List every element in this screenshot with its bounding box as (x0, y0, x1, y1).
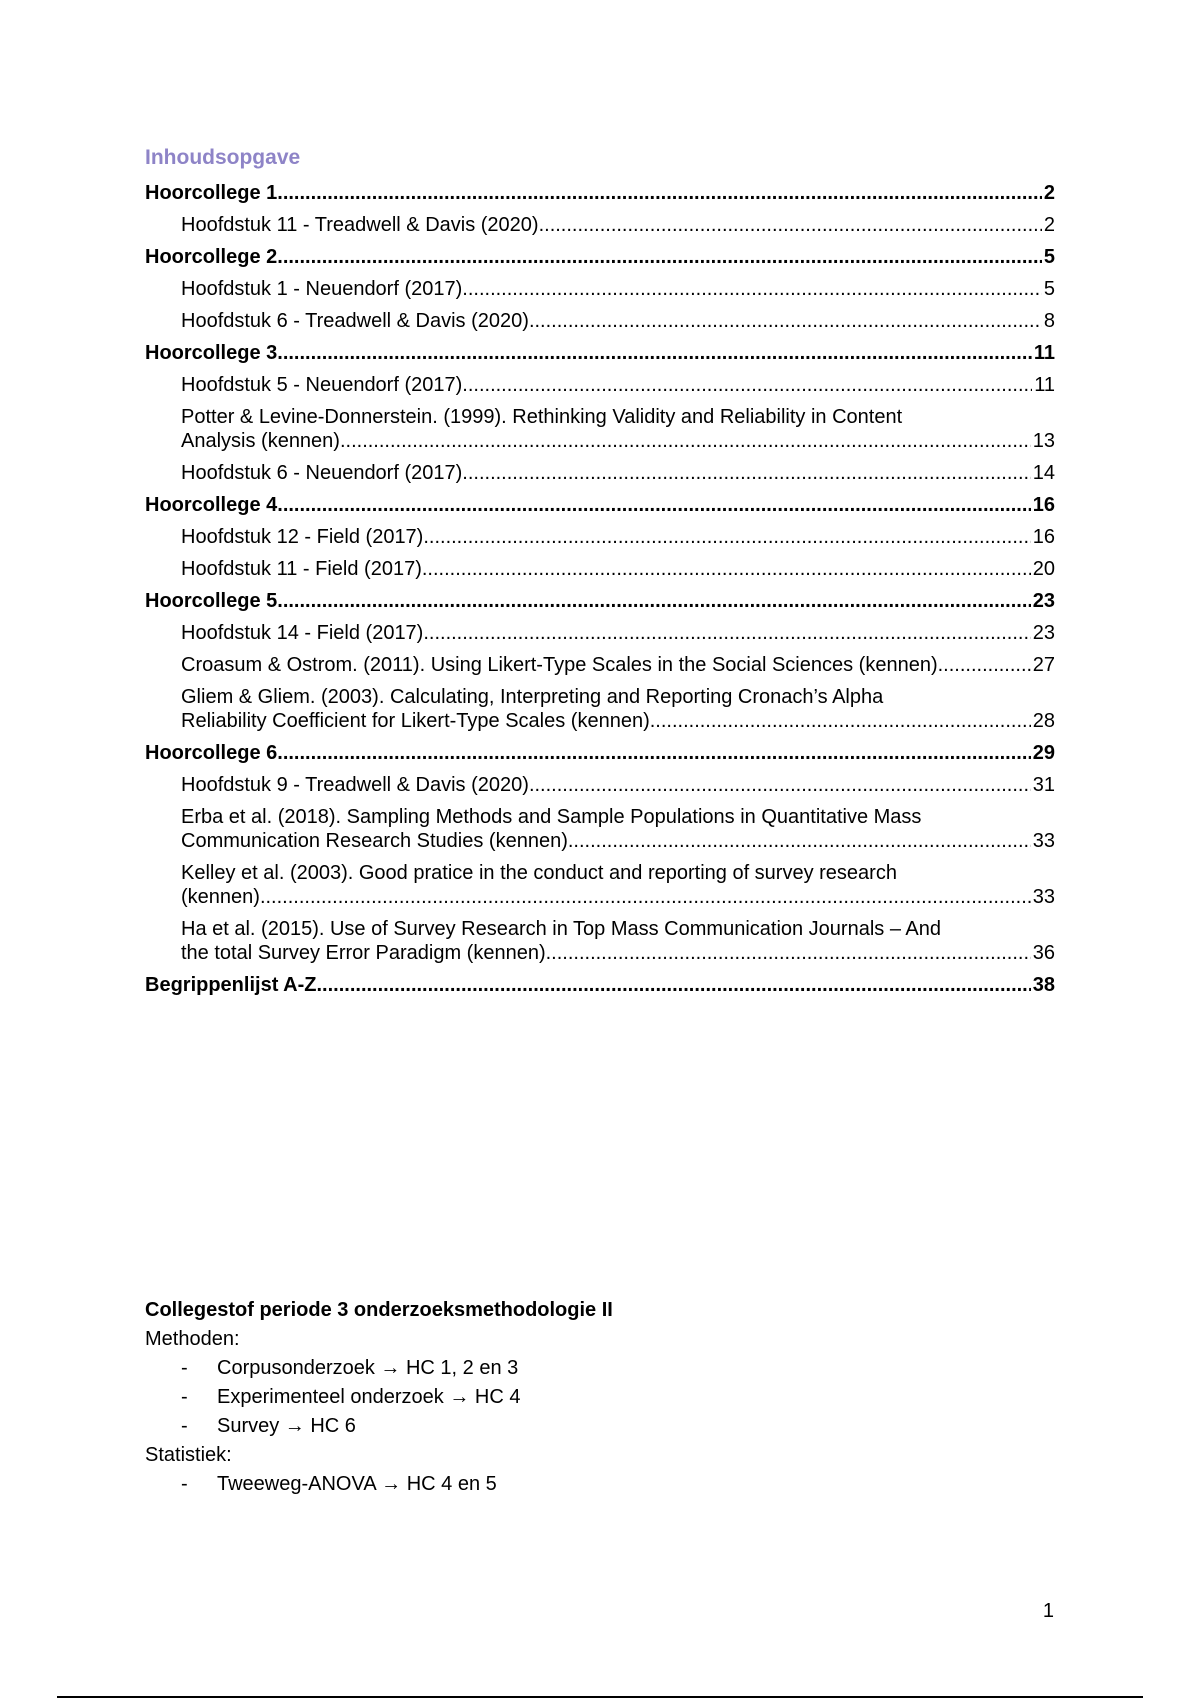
toc-entry-section[interactable] (145, 773, 1055, 797)
toc-entry-text: Hoofdstuk 11 - Field (2017) (181, 558, 422, 580)
toc-entry-page-number: 13 (1032, 430, 1055, 452)
toc-entry-page-number: 29 (1032, 742, 1055, 764)
toc-entry-section[interactable] (145, 405, 1055, 453)
page-number: 1 (1042, 1600, 1054, 1622)
page-bottom-rule (57, 1696, 1143, 1698)
toc-title: Inhoudsopgave (145, 146, 301, 169)
toc-entry-chapter[interactable] (145, 245, 1055, 269)
toc-entry-section[interactable] (145, 277, 1055, 301)
toc-entry-page-number: 5 (1043, 246, 1055, 268)
list-item (145, 1412, 613, 1441)
toc-entry-section[interactable] (145, 557, 1055, 581)
toc-entry-chapter[interactable] (145, 493, 1055, 517)
toc-entry-text: the total Survey Error Paradigm (kennen) (181, 942, 546, 964)
toc-entry-text: Analysis (kennen) (181, 430, 340, 452)
bullet-dash: - (181, 1357, 188, 1379)
toc-dot-leader (277, 181, 1042, 205)
list-item-text: Corpusonderzoek → HC 1, 2 en 3 (217, 1357, 519, 1379)
toc-entry-section[interactable] (145, 373, 1055, 397)
toc-entry-text-line1: Gliem & Gliem. (2003). Calculating, Interpreting and Reporting Cronach’s Alpha (181, 686, 884, 708)
toc-entry-page-number: 2 (1043, 182, 1055, 204)
toc-entry-text: Hoorcollege 6 (145, 742, 278, 764)
toc-entry-chapter[interactable] (145, 741, 1055, 765)
toc-dot-leader (539, 213, 1042, 237)
toc-dot-leader (462, 277, 1042, 301)
toc-entry-text: Hoofdstuk 6 - Treadwell & Davis (2020) (181, 310, 529, 332)
toc-entry-page-number: 27 (1032, 654, 1055, 676)
toc-entry-section[interactable] (145, 805, 1055, 853)
bullet-list (145, 1354, 613, 1441)
toc-entry-text: Hoofdstuk 5 - Neuendorf (2017) (181, 374, 463, 396)
toc-entry-section[interactable] (145, 653, 1055, 677)
toc-entry-chapter[interactable] (145, 341, 1055, 365)
toc-dot-leader (423, 621, 1030, 645)
section-list (145, 1325, 613, 1499)
toc-dot-leader (277, 589, 1030, 613)
toc-dot-leader (529, 773, 1031, 797)
toc-entry-page-number: 36 (1032, 942, 1055, 964)
list-item-text: Tweeweg-ANOVA → HC 4 en 5 (217, 1473, 497, 1495)
toc-entry-text: Hoorcollege 4 (145, 494, 278, 516)
toc-entry-text: Croasum & Ostrom. (2011). Using Likert-Type Scales in the Social Sciences (kennen) (181, 654, 938, 676)
toc-entry-page-number: 11 (1033, 342, 1055, 364)
toc-dot-leader (277, 493, 1030, 517)
list-item-text: Experimenteel onderzoek → HC 4 (217, 1386, 521, 1408)
toc-entry-section[interactable] (145, 917, 1055, 965)
toc-entry-chapter[interactable] (145, 589, 1055, 613)
toc-entry-text: Begrippenlijst A-Z (145, 974, 317, 996)
toc-entry-section[interactable] (145, 525, 1055, 549)
toc-dot-leader (462, 373, 1032, 397)
subsection-label: Methoden: (145, 1328, 240, 1350)
toc-entry-text: (kennen) (181, 886, 260, 908)
toc-entry-page-number: 2 (1043, 214, 1055, 236)
toc-entry-page-number: 20 (1032, 558, 1055, 580)
toc-entry-text: Hoorcollege 3 (145, 342, 278, 364)
bullet-dash: - (181, 1415, 188, 1437)
list-item (145, 1354, 613, 1383)
toc-dot-leader (277, 341, 1032, 365)
toc-entry-page-number: 33 (1032, 886, 1055, 908)
toc-entry-page-number: 31 (1032, 774, 1055, 796)
toc-entry-section[interactable] (145, 309, 1055, 333)
bullet-dash: - (181, 1473, 188, 1495)
list-item-text: Survey → HC 6 (217, 1415, 356, 1437)
course-material-section (145, 1296, 613, 1499)
toc-entry-text: Hoorcollege 2 (145, 246, 278, 268)
toc-entry-text: Hoorcollege 1 (145, 182, 278, 204)
bullet-list (145, 1470, 613, 1499)
toc-entry-text: Hoofdstuk 11 - Treadwell & Davis (2020) (181, 214, 539, 236)
toc-dot-leader (529, 309, 1042, 333)
toc-entry-text: Communication Research Studies (kennen) (181, 830, 568, 852)
toc-dot-leader (422, 557, 1031, 581)
toc-dot-leader (650, 709, 1031, 733)
toc-entry-text: Hoofdstuk 6 - Neuendorf (2017) (181, 462, 463, 484)
toc-entry-text-line1: Ha et al. (2015). Use of Survey Research in Top Mass Communication Journals – And (181, 918, 941, 940)
toc-entry-page-number: 5 (1043, 278, 1055, 300)
toc-entry-section[interactable] (145, 861, 1055, 909)
table-of-contents (145, 181, 1055, 1005)
toc-entry-text-line1: Kelley et al. (2003). Good pratice in the conduct and reporting of survey research (181, 862, 897, 884)
toc-entry-page-number: 23 (1032, 590, 1055, 612)
toc-entry-page-number: 23 (1032, 622, 1055, 644)
toc-entry-page-number: 38 (1032, 974, 1055, 996)
toc-entry-text: Hoofdstuk 12 - Field (2017) (181, 526, 424, 548)
list-item (145, 1470, 613, 1499)
toc-dot-leader (260, 885, 1031, 909)
toc-entry-section[interactable] (145, 213, 1055, 237)
toc-dot-leader (568, 829, 1031, 853)
toc-entry-text: Hoofdstuk 14 - Field (2017) (181, 622, 424, 644)
toc-dot-leader (316, 973, 1030, 997)
bullet-dash: - (181, 1386, 188, 1408)
toc-dot-leader (277, 245, 1042, 269)
toc-entry-page-number: 14 (1032, 462, 1055, 484)
toc-entry-page-number: 11 (1034, 374, 1055, 396)
toc-entry-page-number: 16 (1032, 526, 1055, 548)
toc-dot-leader (462, 461, 1030, 485)
toc-dot-leader (938, 653, 1031, 677)
toc-entry-page-number: 33 (1032, 830, 1055, 852)
toc-dot-leader (423, 525, 1030, 549)
subsection-label: Statistiek: (145, 1444, 232, 1466)
toc-entry-section[interactable] (145, 621, 1055, 645)
toc-entry-section[interactable] (145, 461, 1055, 485)
toc-entry-chapter[interactable] (145, 181, 1055, 205)
list-item (145, 1383, 613, 1412)
toc-dot-leader (546, 941, 1031, 965)
toc-entry-text: Reliability Coefficient for Likert-Type Scales (kennen) (181, 710, 650, 732)
toc-dot-leader (340, 429, 1031, 453)
toc-entry-text: Hoofdstuk 1 - Neuendorf (2017) (181, 278, 463, 300)
toc-entry-text-line1: Erba et al. (2018). Sampling Methods and Sample Populations in Quantitative Mass (181, 806, 922, 828)
toc-entry-text: Hoorcollege 5 (145, 590, 278, 612)
toc-entry-section[interactable] (145, 685, 1055, 733)
section-heading: Collegestof periode 3 onderzoeksmethodologie II (145, 1299, 613, 1321)
toc-entry-page-number: 28 (1032, 710, 1055, 732)
toc-entry-page-number: 16 (1032, 494, 1055, 516)
toc-entry-page-number: 8 (1043, 310, 1055, 332)
toc-dot-leader (277, 741, 1030, 765)
toc-entry-text: Hoofdstuk 9 - Treadwell & Davis (2020) (181, 774, 529, 796)
toc-entry-chapter[interactable] (145, 973, 1055, 997)
toc-entry-text-line1: Potter & Levine-Donnerstein. (1999). Rethinking Validity and Reliability in Content (181, 406, 903, 428)
